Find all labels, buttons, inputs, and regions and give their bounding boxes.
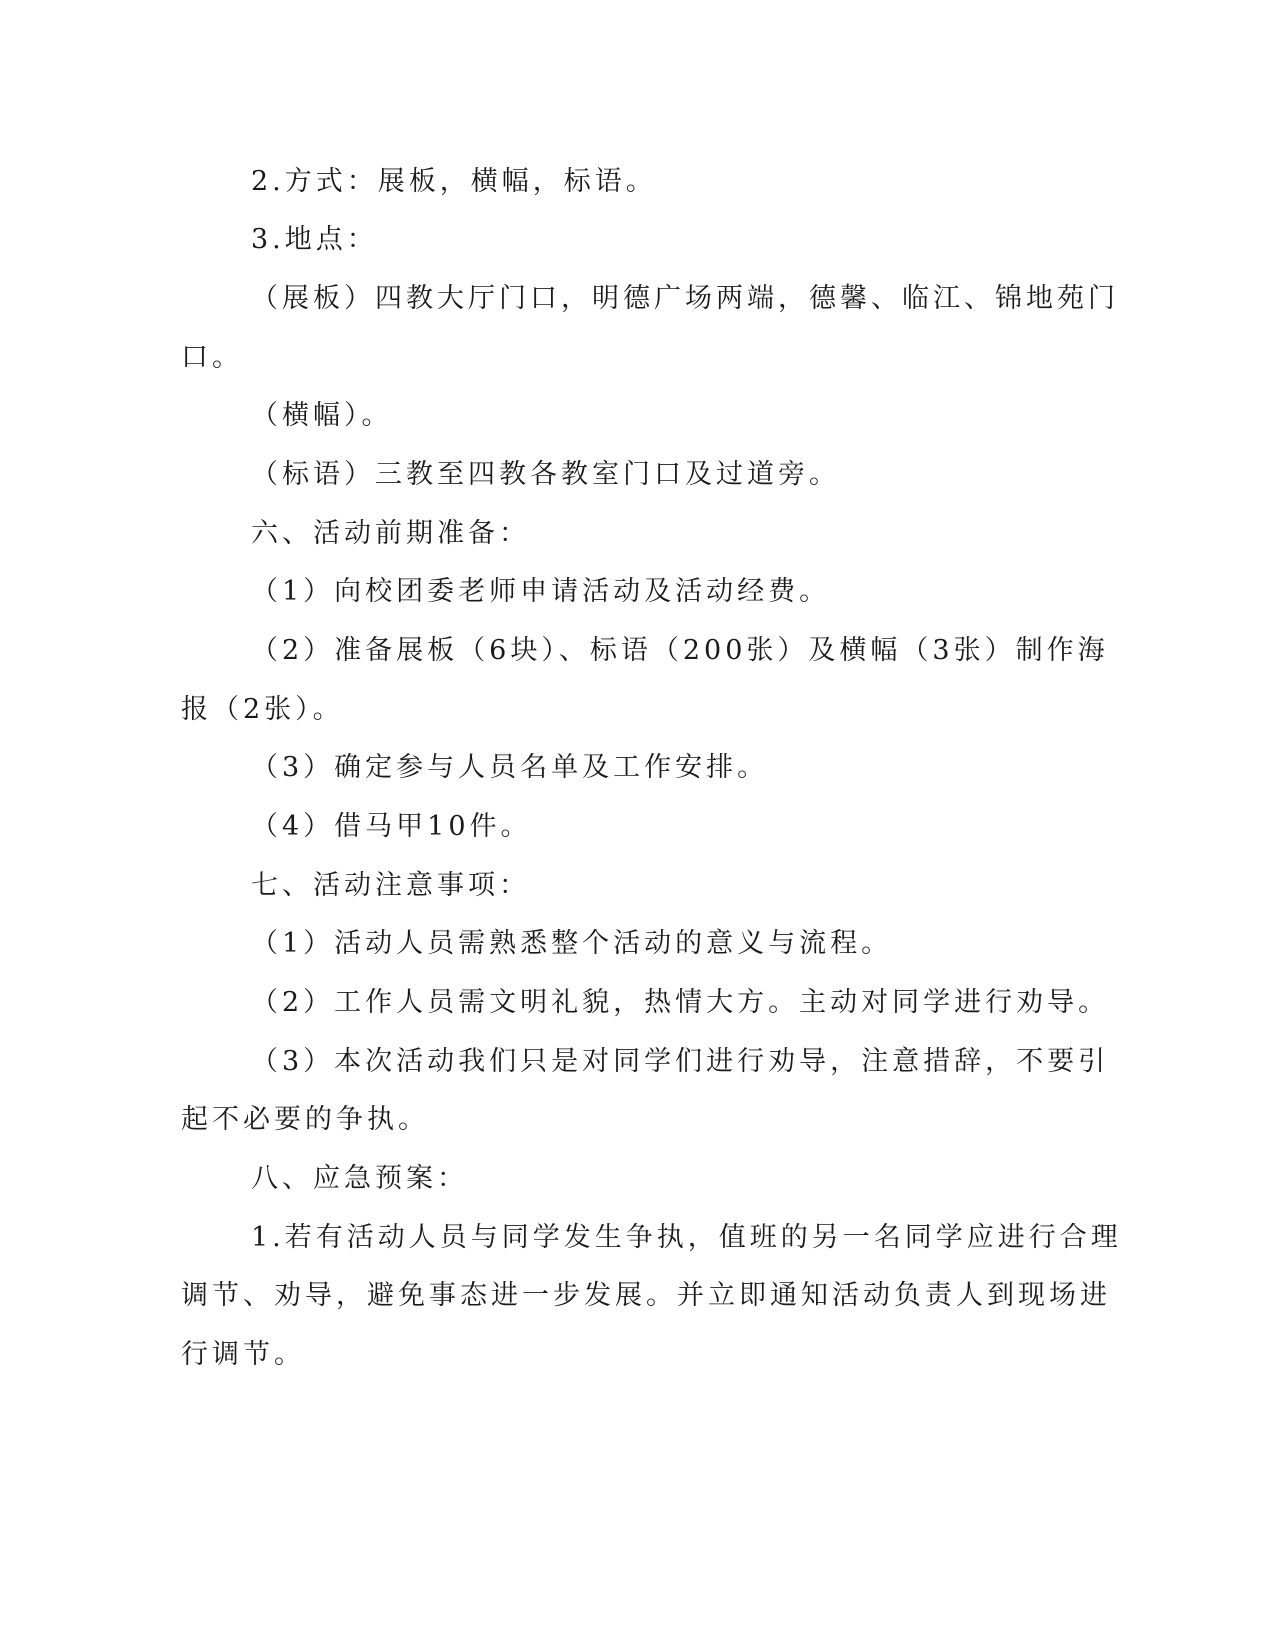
section-heading-emergency: 八、应急预案：	[251, 1163, 468, 1194]
text-line-emergency-1-end: 行调节。	[181, 1339, 305, 1370]
text-line-note-3-cont: 起不必要的争执。	[181, 1104, 429, 1135]
text-line-note-1: （1）活动人员需熟悉整个活动的意义与流程。	[251, 928, 893, 959]
section-heading-preparation: 六、活动前期准备：	[251, 518, 530, 549]
section-heading-notes: 七、活动注意事项：	[251, 870, 530, 901]
text-line-display-board-location: （展板）四教大厅门口，明德广场两端，德馨、临江、锦地苑门	[251, 283, 1119, 314]
text-line-location-heading: 3.地点：	[251, 224, 378, 255]
text-line-note-3: （3）本次活动我们只是对同学们进行劝导，注意措辞，不要引	[251, 1046, 1110, 1077]
text-line-note-2: （2）工作人员需文明礼貌，热情大方。主动对同学进行劝导。	[251, 987, 1110, 1018]
text-line-prep-3: （3）确定参与人员名单及工作安排。	[251, 752, 769, 783]
text-line-method: 2.方式：展板，横幅，标语。	[251, 166, 657, 197]
text-line-prep-2-cont: 报（2张）。	[181, 694, 344, 725]
text-line-display-board-location-cont: 口。	[181, 342, 243, 373]
text-line-prep-4: （4）借马甲10件。	[251, 811, 532, 842]
text-line-emergency-1: 1.若有活动人员与同学发生争执，值班的另一名同学应进行合理	[251, 1222, 1122, 1253]
text-line-slogan-location: （标语）三教至四教各教室门口及过道旁。	[251, 459, 840, 490]
text-line-banner-location: （横幅）。	[251, 400, 393, 431]
text-line-prep-1: （1）向校团委老师申请活动及活动经费。	[251, 576, 831, 607]
text-line-emergency-1-cont: 调节、劝导，避免事态进一步发展。并立即通知活动负责人到现场进	[181, 1280, 1111, 1311]
text-line-prep-2: （2）准备展板（6块）、标语（200张）及横幅（3张）制作海	[251, 635, 1109, 666]
